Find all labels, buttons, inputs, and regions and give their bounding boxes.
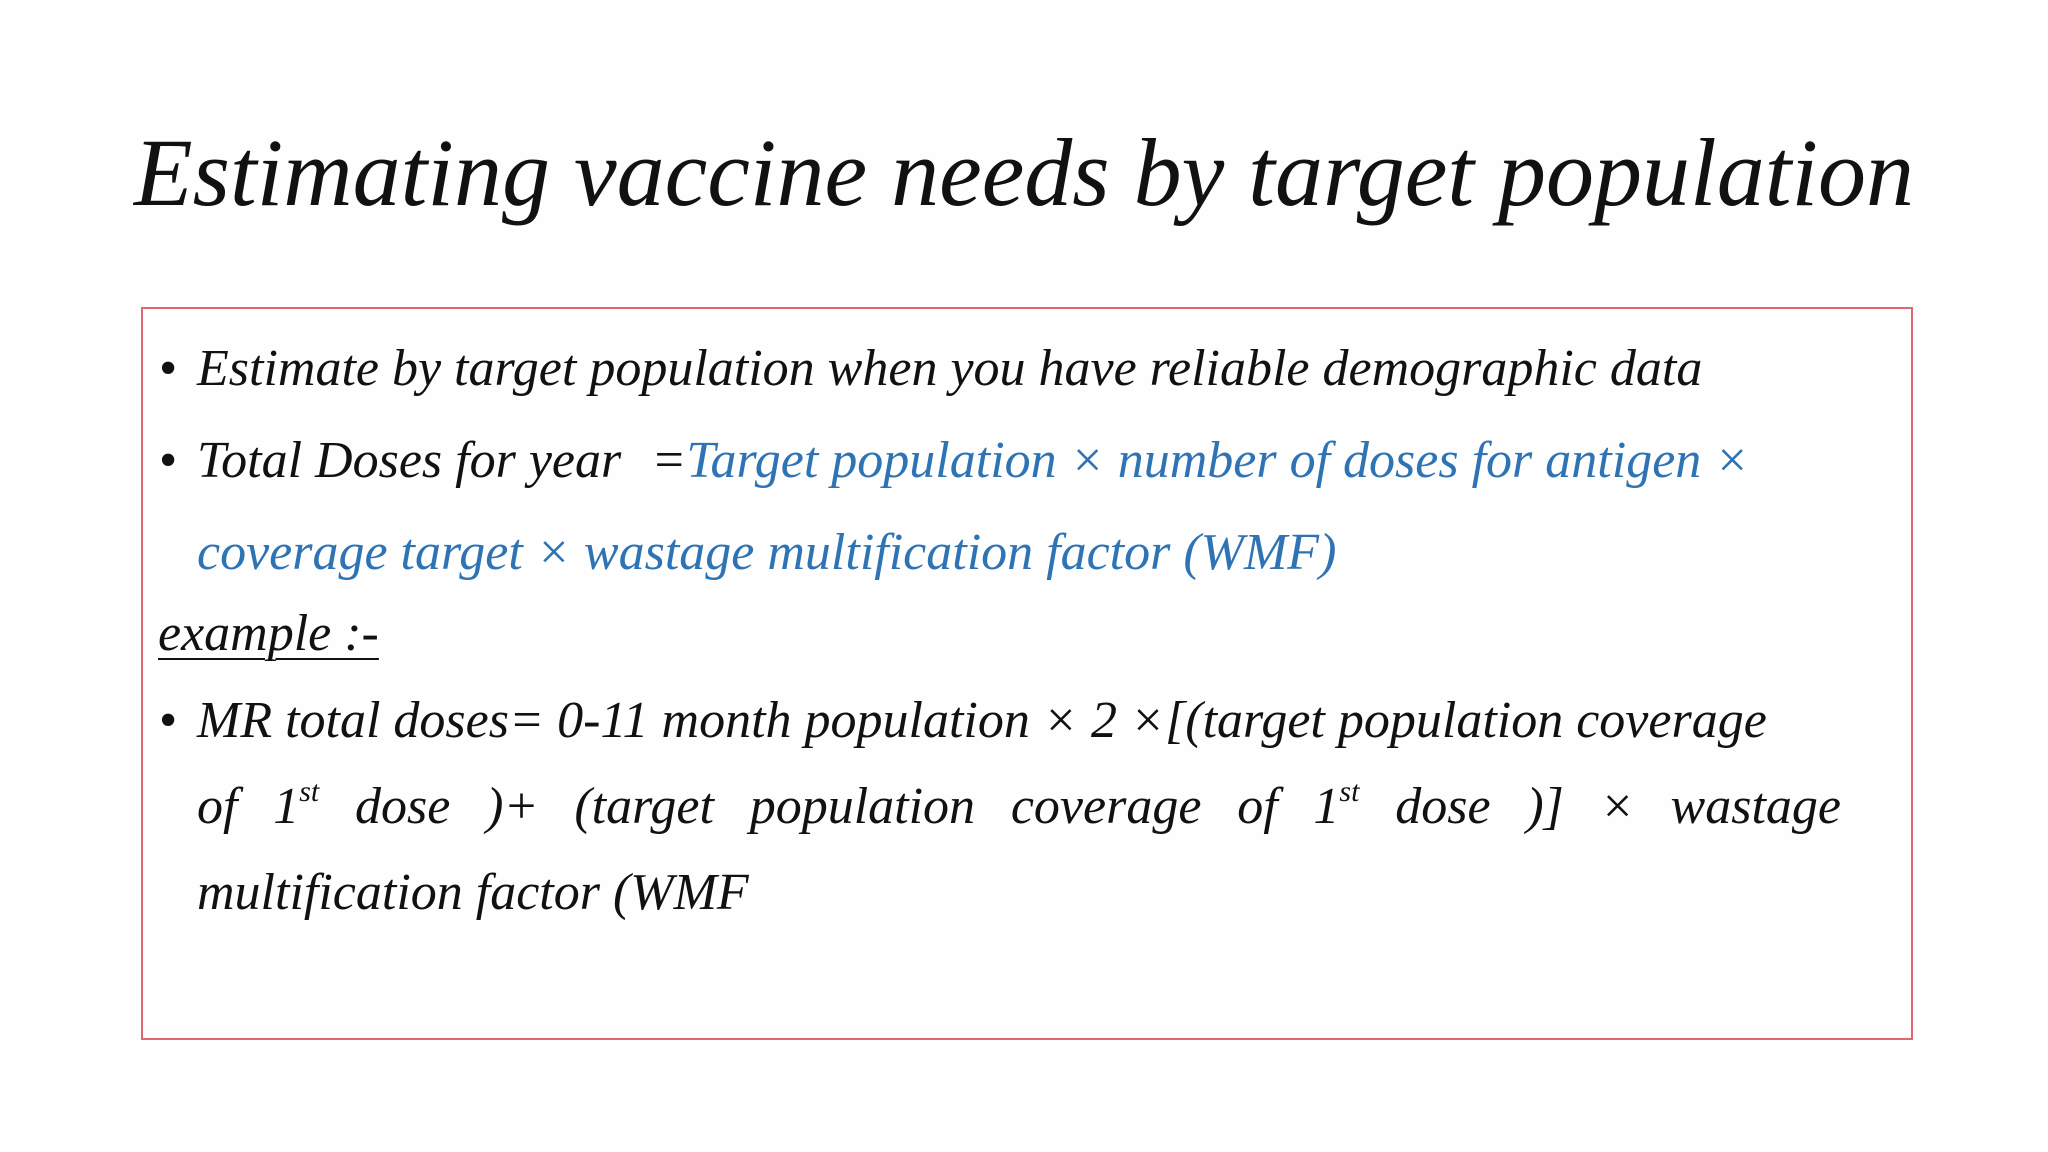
word: × — [1599, 778, 1635, 835]
bullet-3-line-2 — [197, 777, 1841, 836]
content-box — [141, 307, 1913, 1040]
bullet-marker: • — [159, 432, 178, 489]
word: dose — [1395, 778, 1491, 835]
word: )+ — [486, 778, 539, 835]
ordinal-suffix: st — [299, 775, 320, 808]
slide-title: Estimating vaccine needs by target population — [133, 119, 1915, 226]
number: 1 — [273, 778, 300, 835]
total-doses-label: Total Doses for year — [197, 432, 622, 489]
word: of — [1237, 778, 1278, 835]
bullet-3-line-3: multification factor (WMF — [197, 864, 749, 921]
word: (target — [574, 778, 714, 835]
bullet-3-line-1: MR total doses= 0-11 month population × 2 ×[(target population coverage — [197, 692, 1767, 749]
word: dose — [355, 778, 451, 835]
word: population — [749, 778, 976, 835]
formula-part-1: Target population × number of doses for antigen × — [686, 432, 1750, 489]
word — [273, 775, 320, 835]
word: coverage — [1010, 778, 1202, 835]
word: wastage — [1670, 778, 1841, 835]
number: 1 — [1313, 778, 1340, 835]
word: of — [197, 778, 238, 835]
word: )] — [1526, 778, 1564, 835]
equals-sign: = — [651, 432, 687, 489]
example-label: example :- — [158, 605, 379, 662]
bullet-marker: • — [159, 340, 178, 397]
bullet-2-line-2: coverage target × wastage multification factor (WMF) — [197, 524, 1337, 581]
bullet-1-text: Estimate by target population when you have reliable demographic data — [197, 340, 1703, 397]
bullet-marker: • — [159, 692, 178, 749]
word — [1313, 775, 1360, 835]
bullet-2-line-1 — [197, 431, 1749, 490]
ordinal-suffix: st — [1339, 775, 1360, 808]
